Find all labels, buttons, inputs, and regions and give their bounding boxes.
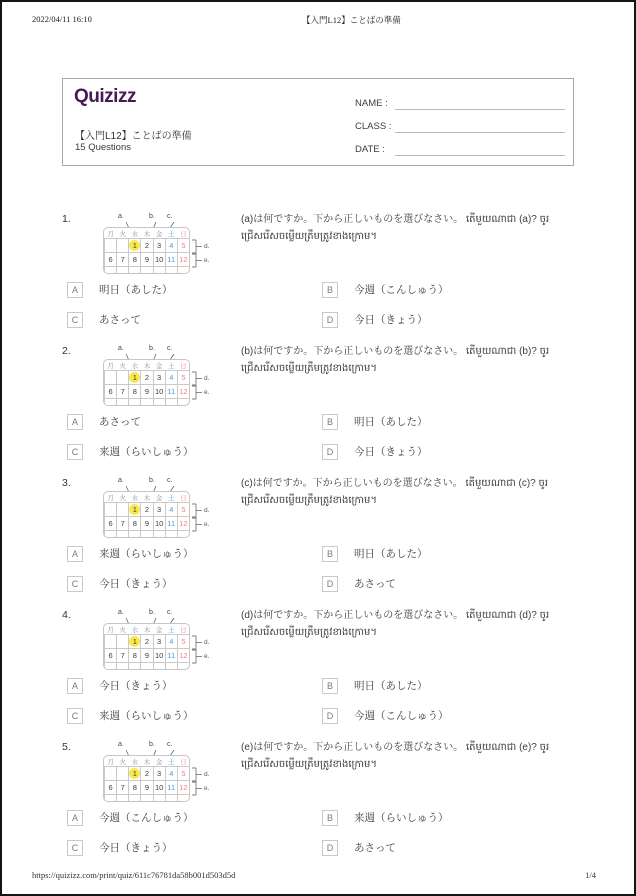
bracket-label-d: d. <box>204 375 210 382</box>
day-cell: 9 <box>141 253 153 267</box>
option-letter-box: A <box>67 282 83 298</box>
question-count: 15 Questions <box>75 142 131 153</box>
question-prompt: (e)は何ですか。下から正しいものを選びなさい。 តើមួយណាជា (e)? ចូរជ្រើសរើសចម្លើយត្រឹមត្រូវខាងក្រោម។ <box>241 742 550 770</box>
weekday-cell: 月 <box>105 756 117 767</box>
weekday-cell: 金 <box>153 492 165 503</box>
weekday-cell: 日 <box>177 624 189 635</box>
pointer-label-c: c. <box>167 609 173 616</box>
calendar-card <box>103 491 190 538</box>
question-block <box>62 210 574 328</box>
empty-day-cell <box>177 663 189 671</box>
empty-day-cell <box>105 795 117 803</box>
answer-option-d[interactable] <box>322 707 574 724</box>
answer-option-b[interactable] <box>322 809 574 826</box>
weekday-cell: 水 <box>129 360 141 371</box>
weekday-cell: 火 <box>117 360 129 371</box>
option-text: 来週（らいしゅう） <box>99 548 194 560</box>
weekday-cell: 水 <box>129 624 141 635</box>
footer-page-number: 1/4 <box>585 870 596 880</box>
weekday-cell: 火 <box>117 624 129 635</box>
day-cell: 3 <box>153 239 165 253</box>
option-text: 明日（あした） <box>354 680 428 692</box>
day-cell: 5 <box>177 239 189 253</box>
day-cell: 8 <box>129 781 141 795</box>
empty-day-cell <box>141 795 153 803</box>
day-cell: 4 <box>165 239 177 253</box>
empty-day-cell <box>117 795 129 803</box>
empty-day-cell <box>129 267 141 275</box>
day-cell: 12 <box>177 517 189 531</box>
day-cell: 11 <box>165 253 177 267</box>
answer-option-b[interactable] <box>322 413 574 430</box>
student-fields <box>355 87 565 156</box>
option-text: 明日（あした） <box>99 284 173 296</box>
day-cell: 4 <box>165 635 177 649</box>
footer-url: https://quizizz.com/print/quiz/611c76781da58b001d503d5d <box>32 870 236 880</box>
question-number: 3. <box>62 477 71 489</box>
empty-day-cell <box>165 267 177 275</box>
pointer-label-c: c. <box>167 477 173 484</box>
calendar-table <box>104 228 190 274</box>
calendar-image <box>88 210 238 276</box>
class-label: CLASS : <box>355 121 392 132</box>
day-cell: 7 <box>117 253 129 267</box>
highlighted-day: 1 <box>129 504 140 515</box>
day-cell: 5 <box>177 635 189 649</box>
weekday-cell: 土 <box>165 360 177 371</box>
answer-option-d[interactable] <box>322 311 574 328</box>
day-cell: 12 <box>177 781 189 795</box>
option-letter-box: A <box>67 414 83 430</box>
answer-option-c[interactable] <box>67 311 322 328</box>
empty-day-cell <box>177 531 189 539</box>
day-cell <box>129 767 141 781</box>
option-letter-box: C <box>67 312 83 328</box>
weekday-cell: 金 <box>153 624 165 635</box>
day-cell: 11 <box>165 517 177 531</box>
weekday-cell: 水 <box>129 756 141 767</box>
question-number: 5. <box>62 741 71 753</box>
day-cell: 10 <box>153 517 165 531</box>
day-cell: 5 <box>177 767 189 781</box>
question-number: 2. <box>62 345 71 357</box>
question-top-row <box>62 474 574 540</box>
day-cell: 3 <box>153 371 165 385</box>
day-cell <box>129 635 141 649</box>
day-cell: 5 <box>177 503 189 517</box>
empty-day-cell <box>141 267 153 275</box>
answer-option-c[interactable] <box>67 575 322 592</box>
calendar-image <box>88 342 238 408</box>
option-letter-box: C <box>67 840 83 856</box>
weekday-cell: 月 <box>105 492 117 503</box>
option-text: 今日（きょう） <box>99 842 173 854</box>
answer-option-c[interactable] <box>67 839 322 856</box>
option-letter-box: D <box>322 840 338 856</box>
option-letter-box: A <box>67 546 83 562</box>
day-cell: 11 <box>165 649 177 663</box>
option-text: あさって <box>99 416 141 428</box>
day-cell: 10 <box>153 649 165 663</box>
pointer-label-b: b. <box>149 477 155 484</box>
empty-day-cell <box>117 399 129 407</box>
day-cell <box>117 635 129 649</box>
option-letter-box: B <box>322 678 338 694</box>
bracket-label-e: e. <box>204 257 210 264</box>
bracket-label-d: d. <box>204 507 210 514</box>
empty-day-cell <box>141 531 153 539</box>
class-input-line[interactable] <box>395 118 565 133</box>
day-cell: 11 <box>165 385 177 399</box>
answer-option-d[interactable] <box>322 575 574 592</box>
weekday-cell: 火 <box>117 492 129 503</box>
day-cell: 5 <box>177 371 189 385</box>
weekday-cell: 金 <box>153 756 165 767</box>
calendar-table <box>104 492 190 538</box>
day-cell: 7 <box>117 649 129 663</box>
day-cell <box>105 503 117 517</box>
day-cell <box>129 239 141 253</box>
calendar-table <box>104 756 190 802</box>
day-cell: 12 <box>177 253 189 267</box>
option-text: 今日（きょう） <box>99 680 173 692</box>
answer-option-a[interactable] <box>67 281 322 298</box>
bracket-label-d: d. <box>204 771 210 778</box>
empty-day-cell <box>177 267 189 275</box>
empty-day-cell <box>177 795 189 803</box>
name-label: NAME : <box>355 98 388 109</box>
quizizz-logo: Quizizz <box>74 86 136 107</box>
empty-day-cell <box>165 795 177 803</box>
highlighted-day: 1 <box>129 768 140 779</box>
day-cell: 2 <box>141 635 153 649</box>
day-cell: 7 <box>117 385 129 399</box>
empty-day-cell <box>129 531 141 539</box>
pointer-label-a: a. <box>118 609 124 616</box>
weekday-cell: 木 <box>141 492 153 503</box>
bracket-label-e: e. <box>204 521 210 528</box>
day-cell: 8 <box>129 649 141 663</box>
day-cell: 8 <box>129 517 141 531</box>
option-letter-box: D <box>322 444 338 460</box>
day-cell <box>117 503 129 517</box>
weekday-cell: 木 <box>141 360 153 371</box>
question-number: 4. <box>62 609 71 621</box>
day-cell: 3 <box>153 635 165 649</box>
empty-day-cell <box>105 531 117 539</box>
day-cell: 9 <box>141 517 153 531</box>
option-text: 今週（こんしゅう） <box>354 284 449 296</box>
day-cell: 7 <box>117 781 129 795</box>
name-input-line[interactable] <box>395 95 565 110</box>
day-cell: 3 <box>153 767 165 781</box>
day-cell <box>117 239 129 253</box>
bracket-label-d: d. <box>204 243 210 250</box>
bracket-label-e: e. <box>204 785 210 792</box>
empty-day-cell <box>105 399 117 407</box>
day-cell <box>105 239 117 253</box>
question-prompt: (a)は何ですか。下から正しいものを選びなさい。 តើមួយណាជា (a)? ចូរជ្រើសរើសចម្លើយត្រឹមត្រូវខាងក្រោម។ <box>241 214 550 242</box>
empty-day-cell <box>117 267 129 275</box>
question-top-row <box>62 342 574 408</box>
option-text: 来週（らいしゅう） <box>99 710 194 722</box>
day-cell <box>105 371 117 385</box>
weekday-cell: 水 <box>129 228 141 239</box>
weekday-cell: 月 <box>105 228 117 239</box>
day-cell: 7 <box>117 517 129 531</box>
calendar-image <box>88 474 238 540</box>
highlighted-day: 1 <box>129 636 140 647</box>
answer-options <box>62 677 574 724</box>
answer-options <box>62 281 574 328</box>
pointer-label-a: a. <box>118 741 124 748</box>
empty-day-cell <box>129 795 141 803</box>
weekday-cell: 土 <box>165 492 177 503</box>
question-top-row <box>62 738 574 804</box>
answer-option-a[interactable] <box>67 677 322 694</box>
class-field <box>355 110 565 133</box>
question-list <box>62 210 574 870</box>
pointer-label-b: b. <box>149 609 155 616</box>
option-text: 明日（あした） <box>354 548 428 560</box>
empty-day-cell <box>129 663 141 671</box>
weekday-cell: 水 <box>129 492 141 503</box>
weekday-cell: 月 <box>105 624 117 635</box>
day-cell <box>105 767 117 781</box>
weekday-cell: 木 <box>141 228 153 239</box>
day-cell: 10 <box>153 385 165 399</box>
bracket-label-e: e. <box>204 653 210 660</box>
header-title: 【入門L12】ことばの準備 <box>302 15 401 25</box>
day-cell: 10 <box>153 781 165 795</box>
day-cell: 12 <box>177 385 189 399</box>
answer-option-a[interactable] <box>67 413 322 430</box>
day-cell: 9 <box>141 649 153 663</box>
calendar-table <box>104 624 190 670</box>
weekday-cell: 月 <box>105 360 117 371</box>
empty-day-cell <box>153 795 165 803</box>
calendar-image <box>88 738 238 804</box>
question-number: 1. <box>62 213 71 225</box>
day-cell: 10 <box>153 253 165 267</box>
option-letter-box: D <box>322 708 338 724</box>
question-top-row <box>62 606 574 672</box>
weekday-cell: 日 <box>177 360 189 371</box>
date-field <box>355 133 565 156</box>
calendar-card <box>103 755 190 802</box>
day-cell <box>129 503 141 517</box>
answer-option-d[interactable] <box>322 443 574 460</box>
pointer-label-b: b. <box>149 213 155 220</box>
option-letter-box: D <box>322 312 338 328</box>
empty-day-cell <box>117 531 129 539</box>
empty-day-cell <box>153 531 165 539</box>
question-prompt: (b)は何ですか。下から正しいものを選びなさい。 តើមួយណាជា (b)? ចូរជ្រើសរើសចម្លើយត្រឹមត្រូវខាងក្រោម។ <box>241 346 550 374</box>
pointer-label-a: a. <box>118 345 124 352</box>
day-cell: 11 <box>165 781 177 795</box>
question-prompt: (c)は何ですか。下から正しいものを選びなさい。 តើមួយណាជា (c)? ចូរជ្រើសរើសចម្លើយត្រឹមត្រូវខាងក្រោម។ <box>241 478 549 506</box>
calendar-image <box>88 606 238 672</box>
bracket-label-d: d. <box>204 639 210 646</box>
highlighted-day: 1 <box>129 240 140 251</box>
day-cell: 6 <box>105 253 117 267</box>
option-text: 今日（きょう） <box>354 314 428 326</box>
option-text: 今日（きょう） <box>354 446 428 458</box>
empty-day-cell <box>153 399 165 407</box>
option-letter-box: A <box>67 678 83 694</box>
option-text: 明日（あした） <box>354 416 428 428</box>
weekday-cell: 土 <box>165 228 177 239</box>
day-cell: 12 <box>177 649 189 663</box>
quiz-title: 【入門L12】ことばの準備 <box>75 131 192 142</box>
bracket-label-e: e. <box>204 389 210 396</box>
answer-options <box>62 413 574 460</box>
empty-day-cell <box>153 663 165 671</box>
empty-day-cell <box>141 399 153 407</box>
day-cell: 4 <box>165 503 177 517</box>
empty-day-cell <box>105 267 117 275</box>
option-letter-box: B <box>322 414 338 430</box>
day-cell: 6 <box>105 385 117 399</box>
option-letter-box: B <box>322 810 338 826</box>
weekday-cell: 金 <box>153 360 165 371</box>
weekday-cell: 木 <box>141 756 153 767</box>
pointer-label-b: b. <box>149 741 155 748</box>
day-cell <box>117 371 129 385</box>
weekday-cell: 日 <box>177 756 189 767</box>
option-letter-box: B <box>322 282 338 298</box>
answer-options <box>62 545 574 592</box>
option-letter-box: A <box>67 810 83 826</box>
answer-option-c[interactable] <box>67 443 322 460</box>
option-text: 来週（らいしゅう） <box>99 446 194 458</box>
day-cell <box>129 371 141 385</box>
day-cell: 4 <box>165 371 177 385</box>
option-text: あさって <box>354 842 396 854</box>
answer-option-d[interactable] <box>322 839 574 856</box>
question-top-row <box>62 210 574 276</box>
empty-day-cell <box>165 399 177 407</box>
empty-day-cell <box>117 663 129 671</box>
weekday-cell: 火 <box>117 228 129 239</box>
answer-option-a[interactable] <box>67 809 322 826</box>
pointer-label-c: c. <box>167 213 173 220</box>
day-cell: 2 <box>141 767 153 781</box>
empty-day-cell <box>165 663 177 671</box>
pointer-label-c: c. <box>167 345 173 352</box>
highlighted-day: 1 <box>129 372 140 383</box>
date-label: DATE : <box>355 144 385 155</box>
question-block <box>62 342 574 460</box>
answer-option-a[interactable] <box>67 545 322 562</box>
option-text: 来週（らいしゅう） <box>354 812 449 824</box>
question-prompt: (d)は何ですか。下から正しいものを選びなさい。 តើមួយណាជា (d)? ចូរជ្រើសរើសចម្លើយត្រឹមត្រូវខាងក្រោម។ <box>241 610 550 638</box>
option-text: 今週（こんしゅう） <box>99 812 194 824</box>
pointer-label-a: a. <box>118 213 124 220</box>
pointer-label-b: b. <box>149 345 155 352</box>
pointer-label-a: a. <box>118 477 124 484</box>
answer-option-b[interactable] <box>322 545 574 562</box>
question-block <box>62 474 574 592</box>
answer-option-b[interactable] <box>322 281 574 298</box>
question-block <box>62 738 574 856</box>
answer-options <box>62 809 574 856</box>
day-cell: 6 <box>105 649 117 663</box>
answer-option-b[interactable] <box>322 677 574 694</box>
pointer-label-c: c. <box>167 741 173 748</box>
weekday-cell: 木 <box>141 624 153 635</box>
weekday-cell: 日 <box>177 228 189 239</box>
day-cell: 2 <box>141 503 153 517</box>
weekday-cell: 日 <box>177 492 189 503</box>
option-letter-box: C <box>67 576 83 592</box>
calendar-card <box>103 623 190 670</box>
day-cell: 9 <box>141 781 153 795</box>
day-cell <box>105 635 117 649</box>
weekday-cell: 火 <box>117 756 129 767</box>
option-letter-box: B <box>322 546 338 562</box>
day-cell: 2 <box>141 371 153 385</box>
option-letter-box: C <box>67 708 83 724</box>
option-text: あさって <box>354 578 396 590</box>
empty-day-cell <box>129 399 141 407</box>
weekday-cell: 土 <box>165 756 177 767</box>
day-cell: 3 <box>153 503 165 517</box>
day-cell: 4 <box>165 767 177 781</box>
day-cell <box>117 767 129 781</box>
date-input-line[interactable] <box>395 141 565 156</box>
day-cell: 2 <box>141 239 153 253</box>
question-block <box>62 606 574 724</box>
empty-day-cell <box>105 663 117 671</box>
empty-day-cell <box>177 399 189 407</box>
option-text: あさって <box>99 314 141 326</box>
weekday-cell: 土 <box>165 624 177 635</box>
option-text: 今日（きょう） <box>99 578 173 590</box>
calendar-card <box>103 359 190 406</box>
day-cell: 9 <box>141 385 153 399</box>
answer-option-c[interactable] <box>67 707 322 724</box>
quiz-header-box <box>62 78 574 166</box>
name-field <box>355 87 565 110</box>
option-letter-box: D <box>322 576 338 592</box>
day-cell: 8 <box>129 253 141 267</box>
calendar-table <box>104 360 190 406</box>
weekday-cell: 金 <box>153 228 165 239</box>
day-cell: 6 <box>105 517 117 531</box>
empty-day-cell <box>153 267 165 275</box>
empty-day-cell <box>165 531 177 539</box>
day-cell: 8 <box>129 385 141 399</box>
header-datetime: 2022/04/11 16:10 <box>32 14 92 24</box>
day-cell: 6 <box>105 781 117 795</box>
calendar-card <box>103 227 190 274</box>
empty-day-cell <box>141 663 153 671</box>
option-text: 今週（こんしゅう） <box>354 710 449 722</box>
option-letter-box: C <box>67 444 83 460</box>
